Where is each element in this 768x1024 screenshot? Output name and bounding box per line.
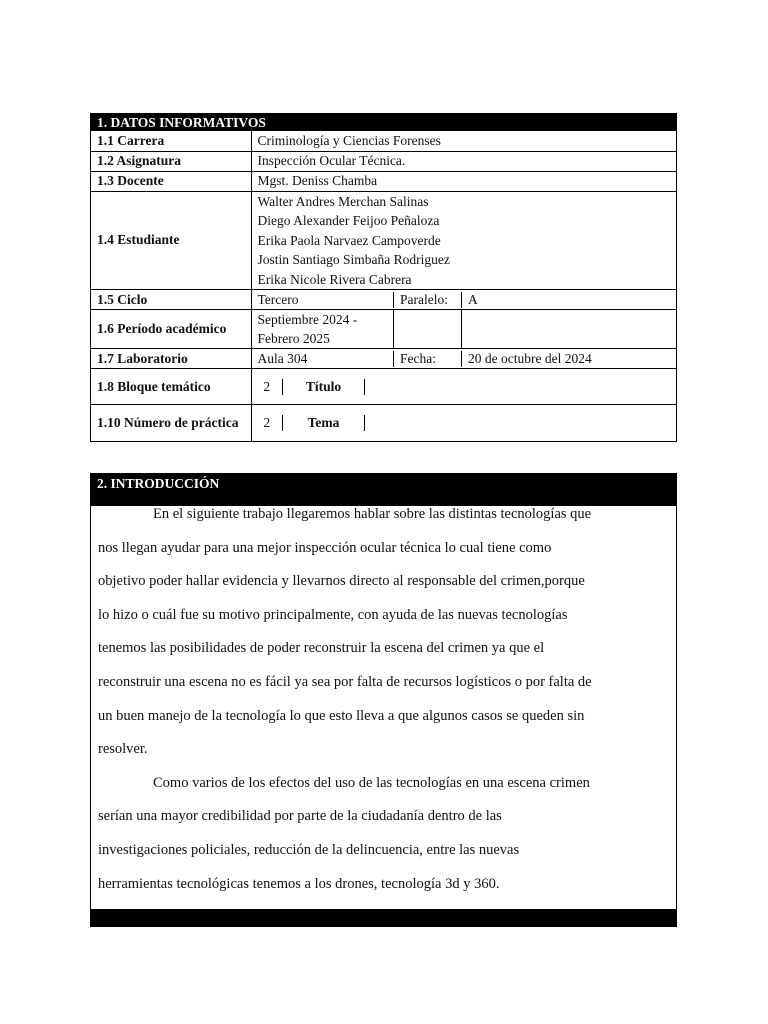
tema-label: Tema [283, 415, 365, 431]
estudiante-name: Erika Paola Narvaez Campoverde [257, 232, 441, 248]
paragraph-line: reconstruir una escena no es fácil ya sea por falta de recursos logísticos o por falta de [98, 673, 592, 690]
periodo-empty-cell [462, 310, 677, 348]
ciclo-value: Tercero [252, 292, 394, 308]
docente-label: 1.3 Docente [91, 171, 251, 191]
fecha-label: Fecha: [394, 351, 462, 367]
datos-table [91, 131, 676, 441]
paragraph-line: tenemos las posibilidades de poder reconstruir la escena del crimen ya que el [98, 640, 545, 657]
paragraph-line: Como varios de los efectos del uso de las tecnologías en una escena crimen [153, 774, 590, 791]
paragraph-line: resolver. [98, 741, 148, 758]
estudiantes-list [251, 191, 676, 290]
periodo-value: Septiembre 2024 - Febrero 2025 [252, 310, 394, 348]
fecha-value: 20 de octubre del 2024 [462, 351, 677, 367]
section-header: 1. DATOS INFORMATIVOS [91, 114, 676, 131]
titulo-value [365, 379, 677, 395]
paragraph-line: herramientas tecnológicas tenemos a los drones, tecnología 3d y 360. [98, 875, 500, 892]
estudiante-name: Diego Alexander Feijoo Peñaloza [257, 213, 440, 228]
section-header: 2. INTRODUCCIÓN [91, 474, 676, 506]
numero-practica-value: 2 [252, 415, 283, 431]
paragraph-line: un buen manejo de la tecnología lo que esto lleva a que algunos casos se queden sin [98, 707, 585, 724]
paragraph-line: serían una mayor credibilidad por parte de la ciudadanía dentro de las [98, 808, 502, 825]
periodo-empty-cell [394, 310, 462, 348]
datos-informativos-section [90, 113, 677, 442]
paragraph-line: nos llegan ayudar para una mejor inspección ocular técnica lo cual tiene como [98, 539, 552, 556]
titulo-label: Título [283, 379, 365, 395]
estudiante-name: Jostin Santiago Simbaña Rodriguez [257, 252, 450, 267]
tema-value [365, 415, 677, 431]
bloque-label: 1.8 Bloque temático [91, 369, 251, 405]
estudiante-label: 1.4 Estudiante [91, 191, 251, 290]
paralelo-label: Paralelo: [394, 292, 462, 308]
carrera-label: 1.1 Carrera [91, 131, 251, 151]
laboratorio-label: 1.7 Laboratorio [91, 349, 251, 369]
ciclo-label: 1.5 Ciclo [91, 290, 251, 310]
paragraph-line: En el siguiente trabajo llegaremos hablar sobre las distintas tecnologías que [153, 506, 592, 522]
section-footer-bar [91, 909, 676, 926]
carrera-value: Criminología y Ciencias Forenses [251, 131, 676, 151]
asignatura-label: 1.2 Asignatura [91, 151, 251, 171]
paralelo-value: A [462, 292, 677, 308]
estudiante-name: Erika Nicole Rivera Cabrera [257, 271, 412, 287]
bloque-value: 2 [252, 379, 283, 395]
laboratorio-value: Aula 304 [252, 351, 394, 367]
paragraph-line: lo hizo o cuál fue su motivo principalmente, con ayuda de las nuevas tecnologías [98, 606, 568, 623]
numero-practica-label: 1.10 Número de práctica [91, 405, 251, 441]
paragraph-line: objetivo poder hallar evidencia y llevarnos directo al responsable del crimen,porque [98, 573, 585, 590]
estudiante-name: Walter Andres Merchan Salinas [257, 193, 429, 209]
docente-value: Mgst. Deniss Chamba [251, 171, 676, 191]
paragraph-line: investigaciones policiales, reducción de la delincuencia, entre las nuevas [98, 841, 520, 858]
introduccion-section [90, 473, 677, 927]
introduccion-body [91, 498, 676, 901]
periodo-label: 1.6 Período académico [91, 310, 251, 349]
asignatura-value: Inspección Ocular Técnica. [251, 151, 676, 171]
